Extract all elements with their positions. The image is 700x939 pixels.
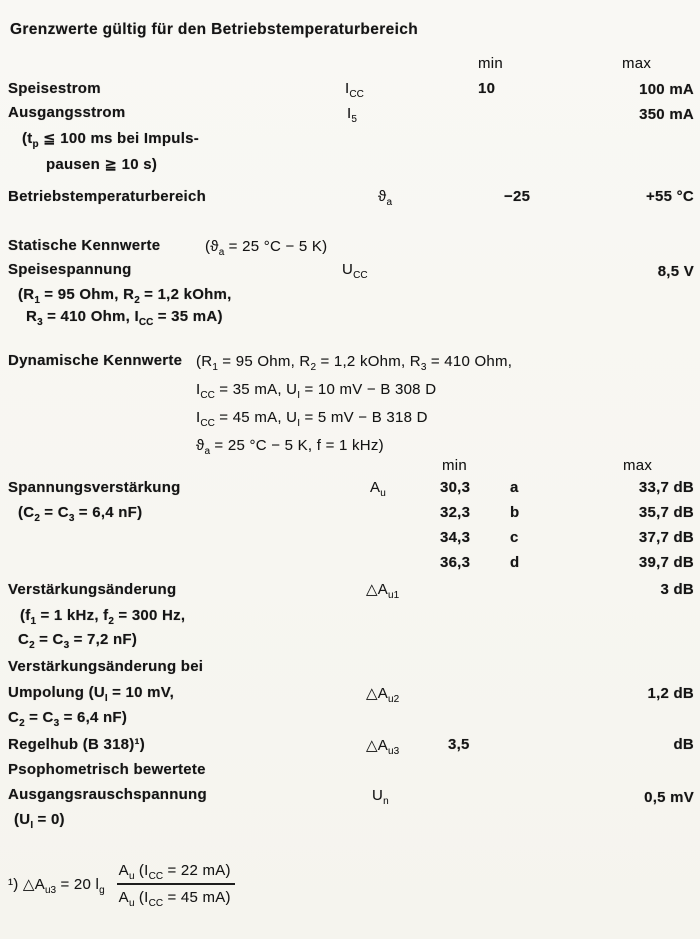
regelhub-unit: dB xyxy=(673,736,694,753)
speisestrom-symbol: $I_{CC}$ xyxy=(345,80,364,100)
spannungsverstaerkung-condition: ($C_2 = C_3 = 6,4$ nF) xyxy=(18,504,143,524)
gain-variant-min: 36,3 xyxy=(440,554,471,571)
temperaturbereich-symbol: $ϑ_a$ xyxy=(378,188,393,208)
regelhub-label: Regelhub (B 318)¹) xyxy=(8,736,146,753)
rauschspannung-max-value: 0,5 mV xyxy=(644,789,694,806)
fraction-numerator: $A_u$ ($I_{CC} = 22$ mA) xyxy=(117,862,235,885)
footnote-fraction xyxy=(117,862,235,909)
dynamisch-column-header-min: min xyxy=(442,457,467,474)
rauschspannung-label-line1: Psophometrisch bewertete xyxy=(8,761,206,778)
verstaerkungsaenderung-condition-line2: $C_2 = C_3 = 7,2$ nF) xyxy=(18,631,138,651)
gain-variant-min: 32,3 xyxy=(440,504,471,521)
speisestrom-min-value: 10 xyxy=(478,80,496,97)
gain-variant-max: 35,7 dB xyxy=(638,504,694,521)
footnote-prefix: ¹) $\triangle A_{u3} = 20$ $l_g$ xyxy=(8,876,105,896)
page-title: Grenzwerte gültig für den Betriebstemperaturbereich xyxy=(10,21,419,38)
gain-variant-max: 33,7 dB xyxy=(638,479,694,496)
dynamisch-column-header-max: max xyxy=(623,457,653,474)
limits-column-header-max: max xyxy=(622,55,652,72)
temperaturbereich-min-value: −25 xyxy=(504,188,531,205)
rauschspannung-condition: $(U_I = 0)$ xyxy=(14,811,65,831)
spannungsverstaerkung-label: Spannungsverstärkung xyxy=(8,479,181,496)
umpolung-condition: $C_2 = C_3 = 6,4$ nF) xyxy=(8,709,128,729)
temperaturbereich-max-value: +55 °C xyxy=(646,188,694,205)
footnote-formula xyxy=(8,862,235,909)
dynamische-condition-line1: ($R_1 = 95$ Ohm, $R_2 = 1,2$ kOhm, $R_3 = 410$ Ohm, xyxy=(196,353,513,373)
ausgangsstrom-condition-line2: pausen ≧ 10 s) xyxy=(46,156,158,173)
gain-variant-group: b xyxy=(510,504,520,521)
verstaerkungsaenderung-symbol: $\triangle A_{u1}$ xyxy=(366,581,400,601)
gain-variant-max: 39,7 dB xyxy=(638,554,694,571)
speisespannung-condition-line2: $R_3 = 410$ Ohm, $I_{CC} = 35$ mA) xyxy=(26,308,223,328)
statische-kennwerte-heading: Statische Kennwerte xyxy=(8,237,161,254)
gain-variant-min: 34,3 xyxy=(440,529,471,546)
spannungsverstaerkung-symbol: $A_u$ xyxy=(370,479,386,499)
umpolung-max-value: 1,2 dB xyxy=(647,685,694,702)
ausgangsstrom-symbol: $I_5$ xyxy=(347,105,357,125)
dynamische-condition-line3: $I_{CC} = 45$ mA, $U_I = 5$ mV − B 318 D xyxy=(196,409,428,429)
speisespannung-max-value: 8,5 V xyxy=(657,263,694,280)
speisespannung-condition-line1: ($R_1 = 95$ Ohm, $R_2 = 1,2$ kOhm, xyxy=(18,286,232,306)
speisestrom-max-value: 100 mA xyxy=(639,81,694,98)
speisespannung-label: Speisespannung xyxy=(8,261,132,278)
verstaerkungsaenderung-max-value: 3 dB xyxy=(660,581,694,598)
rauschspannung-symbol: $U_n$ xyxy=(372,787,389,807)
regelhub-symbol: $\triangle A_{u3}$ xyxy=(366,737,400,757)
verstaerkungsaenderung-condition-line1: ($f_1 = 1$ kHz, $f_2 = 300$ Hz, xyxy=(20,607,186,627)
ausgangsstrom-label: Ausgangsstrom xyxy=(8,104,126,121)
dynamische-condition-line2: $I_{CC} = 35$ mA, $U_I = 10$ mV − B 308 D xyxy=(196,381,437,401)
speisestrom-label: Speisestrom xyxy=(8,80,101,97)
dynamische-condition-line4: $ϑ_a = 25$ °C − 5 K, f = 1 kHz) xyxy=(196,437,384,457)
ausgangsstrom-max-value: 350 mA xyxy=(639,106,694,123)
limits-column-header-min: min xyxy=(478,55,503,72)
umpolung-label-line1: Verstärkungsänderung bei xyxy=(8,658,204,675)
ausgangsstrom-condition-line1: ($t_p$ ≦ 100 ms bei Impuls- xyxy=(22,130,199,150)
temperaturbereich-label: Betriebstemperaturbereich xyxy=(8,188,206,205)
gain-variant-group: c xyxy=(510,529,519,546)
rauschspannung-label-line2: Ausgangsrauschspannung xyxy=(8,786,207,803)
fraction-denominator: $A_u$ ($I_{CC} = 45$ mA) xyxy=(118,889,231,909)
statische-kennwerte-condition: ($ϑ_a = 25$ °C − 5 K) xyxy=(205,238,328,258)
verstaerkungsaenderung-label: Verstärkungsänderung xyxy=(8,581,177,598)
umpolung-symbol: $\triangle A_{u2}$ xyxy=(366,685,400,705)
speisespannung-symbol: $U_{CC}$ xyxy=(342,261,368,281)
dynamische-kennwerte-heading: Dynamische Kennwerte xyxy=(8,352,183,369)
gain-variant-group: d xyxy=(510,554,520,571)
umpolung-label-line2: Umpolung ($U_I = 10$ mV, xyxy=(8,684,175,704)
gain-variant-max: 37,7 dB xyxy=(638,529,694,546)
gain-variant-min: 30,3 xyxy=(440,479,471,496)
gain-variant-group: a xyxy=(510,479,519,496)
regelhub-min-value: 3,5 xyxy=(448,736,470,753)
